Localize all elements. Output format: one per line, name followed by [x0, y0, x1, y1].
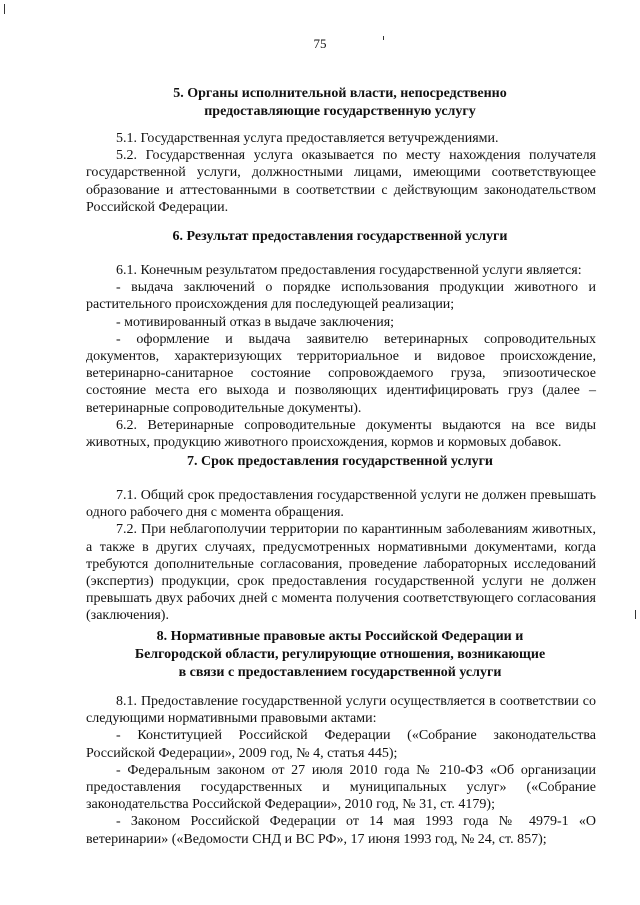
section-body — [86, 487, 596, 625]
paragraph: 8.1. Предоставление государственной услуги осуществляется в соответствии со следующими нормативными правовыми актами: — [86, 694, 596, 727]
section-heading — [70, 628, 610, 682]
heading-line: в связи с предоставлением государственной услуги — [178, 665, 502, 680]
scan-mark — [4, 4, 5, 14]
paragraph: - Законом Российской Федерации от 14 мая 1993 года № 4979-1 «О ветеринарии» («Ведомости СНД и ВС РФ», 17 июня 1993 год, № 24, ст. 857); — [86, 814, 596, 847]
paragraph: - Федеральным законом от 27 июля 2010 года № 210-ФЗ «Об организации предоставления государственных и муниципальных услуг» («Собрание законодательства Российской Федерации», 2010 год, № 31, ст. 4179); — [86, 762, 596, 813]
heading-line: предоставляющие государственную услугу — [204, 104, 476, 119]
section-body — [86, 262, 596, 451]
heading-line: 7. Срок предоставления государственной услуги — [187, 454, 493, 469]
paragraph: 5.1. Государственная услуга предоставляется ветучреждениями. — [116, 131, 499, 146]
paragraph: 7.1. Общий срок предоставления государственной услуги не должен превышать одного рабочего дня с момента обращения. — [86, 488, 596, 521]
section-heading — [70, 85, 610, 121]
section-body — [86, 130, 596, 216]
paragraph: 5.2. Государственная услуга оказывается по месту нахождения получателя государственной услуги, должностными лицами, имеющими соответствующее образование и аттестованными в соответствии с действующим законодательством Российской Федерации. — [86, 148, 596, 215]
section-body — [86, 693, 596, 848]
section-heading — [70, 228, 610, 246]
paragraph: - мотивированный отказ в выдаче заключения; — [116, 314, 395, 330]
heading-line: 5. Органы исполнительной власти, непосредственно — [173, 86, 507, 101]
heading-line: Белгородской области, регулирующие отношения, возникающие — [134, 647, 546, 662]
heading-line: 8. Нормативные правовые акты Российской Федерации и — [156, 629, 524, 644]
scan-mark — [635, 610, 636, 619]
section-heading — [70, 453, 610, 471]
paragraph: - Конституцией Российской Федерации («Собрание законодательства Российской Федерации», 2009 год, № 4, статья 445); — [86, 728, 596, 761]
paragraph: 6.2. Ветеринарные сопроводительные документы выдаются на все виды животных, продукцию животного происхождения, кормов и кормовых добавок. — [86, 417, 596, 451]
heading-line: 6. Результат предоставления государственной услуги — [172, 229, 508, 244]
paragraph: - выдача заключений о порядке использования продукции животного и растительного происхождения для последующей реализации; — [86, 280, 596, 313]
paragraph: 7.2. При неблагополучии территории по карантинным заболеваниям животных, а также в других случаях, предусмотренных нормативными документами, когда требуются дополнительные согласования, проведение лабораторных исследований (экспертиз) продукции, срок предоставления государственной услуги не должен превышать двух рабочих дней с момента получения соответствующего согласования (заключения). — [86, 522, 596, 624]
page-number: 75 — [313, 36, 327, 51]
paragraph: - оформление и выдача заявителю ветеринарных сопроводительных документов, характеризующих территориальное и видовое происхождение, ветеринарно-санитарное состояние сопровождаемого груза, эпизоотическое состояние места его выхода и позволяющих идентифицировать груз (далее – ветеринарные сопроводительные документы). — [86, 331, 596, 416]
paragraph: 6.1. Конечным результатом предоставления государственной услуги является: — [116, 263, 582, 278]
